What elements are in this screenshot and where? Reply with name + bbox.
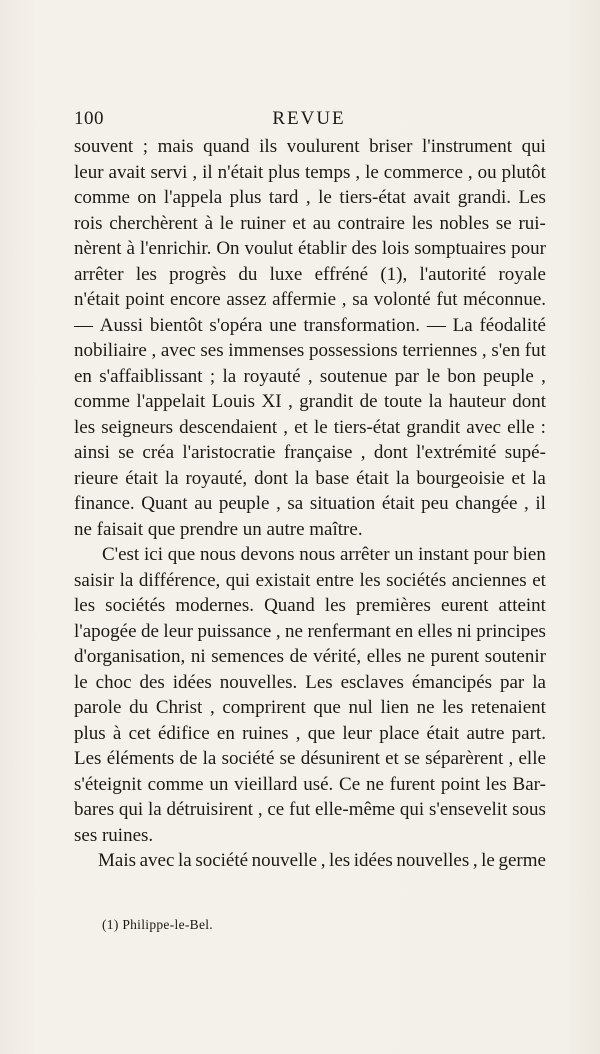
text-line: les seigneurs descendaient , et le tiers-état grandit avec elle : <box>74 416 546 438</box>
page-number: 100 <box>74 108 104 129</box>
text-line: le choc des idées nouvelles. Les esclaves émancipés par la <box>74 671 546 693</box>
body-text <box>74 134 546 874</box>
text-line: saisir la différence, qui existait entre les sociétés anciennes et <box>74 569 546 591</box>
text-line: l'apogée de leur puissance , ne renfermant en elles ni principes <box>74 620 546 642</box>
text-line: les sociétés modernes. Quand les premières eurent atteint <box>74 595 546 616</box>
text-line: bares qui la détruisirent , ce fut elle-même qui s'ensevelit sous <box>74 799 546 820</box>
text-line: — Aussi bientôt s'opéra une transformation. — La féodalité <box>74 314 546 336</box>
text-line: s'éteignit comme un vieillard usé. Ce ne furent point les Bar- <box>74 773 546 795</box>
text-line: leur avait servi , il n'était plus temps , le commerce , ou plutôt <box>74 161 546 183</box>
text-line: comme l'appelait Louis XI , grandit de toute la hauteur dont <box>74 391 546 412</box>
running-title: REVUE <box>272 108 346 129</box>
text-line: nèrent à l'enrichir. On voulut établir des lois somptuaires pour <box>74 238 546 259</box>
text-line: rieure était la royauté, dont la base était la bourgeoisie et la <box>74 467 546 489</box>
text-line: parole du Christ , comprirent que nul lien ne les retenaient <box>74 697 546 718</box>
text-line: d'organisation, ni semences de vérité, elles ne purent soutenir <box>74 646 546 667</box>
text-line: finance. Quant au peuple , sa situation était peu changée , il <box>74 493 546 514</box>
text-line: n'était point encore assez affermie , sa volonté fut méconnue. <box>74 289 546 310</box>
footnote: (1) Philippe-le-Bel. <box>102 917 213 932</box>
text-line: en s'affaiblissant ; la royauté , soutenue par le bon peuple , <box>74 365 546 387</box>
text-line: arrêter les progrès du luxe effréné (1), l'autorité royale <box>74 263 546 285</box>
text-line: Les éléments de la société se désunirent et se séparèrent , elle <box>74 748 546 769</box>
text-line: C'est ici que nous devons nous arrêter un instant pour bien <box>102 544 546 565</box>
text-line: Mais avec la société nouvelle , les idées nouvelles , le germe <box>98 850 546 871</box>
text-line: ses ruines. <box>74 824 154 846</box>
text-line: ne faisait que prendre un autre maître. <box>74 518 363 540</box>
text-line: ainsi se créa l'aristocratie française , dont l'extrémité supé- <box>74 442 546 463</box>
text-line: comme on l'appela plus tard , le tiers-état avait grandi. Les <box>74 187 546 208</box>
page-header <box>74 108 544 132</box>
text-line: plus à cet édifice en ruines , que leur place était autre part. <box>74 722 546 744</box>
text-line: nobiliaire , avec ses immenses possessions terriennes , s'en fut <box>74 340 546 361</box>
text-line: rois cherchèrent à le ruiner et au contraire les nobles se rui- <box>74 212 546 234</box>
text-line: souvent ; mais quand ils voulurent briser l'instrument qui <box>74 136 546 157</box>
